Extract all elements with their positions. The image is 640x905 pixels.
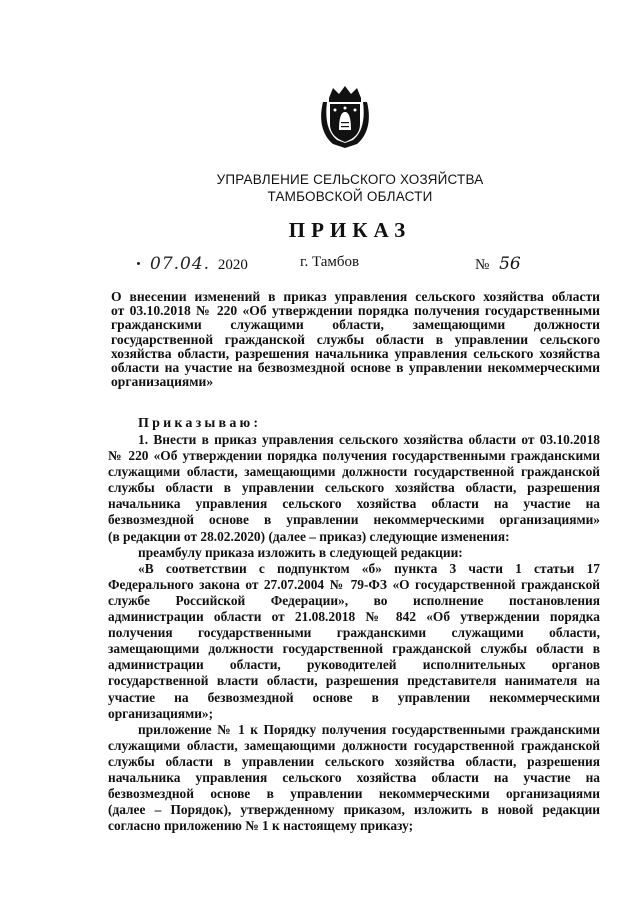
number-label: № <box>475 257 490 273</box>
body-line: администрации области, руководителей исполнительных органов <box>108 657 600 673</box>
city: г. Тамбов <box>300 254 360 270</box>
body-line: участие на безвозмездной основе в управлении некоммерческими <box>108 689 600 705</box>
subject-line: организациями» <box>111 374 214 390</box>
handwritten-date: 07.04. <box>150 254 211 274</box>
body-line: службе Российской Федерации», во исполнение постановления <box>108 592 600 608</box>
date-line <box>150 254 248 274</box>
agency-name-line1: УПРАВЛЕНИЕ СЕЛЬСКОГО ХОЗЯЙСТВА <box>216 172 484 187</box>
body-line: государственной власти области, разрешения представителя нанимателя на <box>108 673 600 689</box>
body-line: (далее – Порядок), утвержденному приказом, изложить в новой редакции <box>108 802 600 818</box>
order-number <box>475 254 521 274</box>
body-line: № 220 «Об утверждении порядка получения государственными гражданскими <box>108 448 600 464</box>
subject-line: гражданскими служащими области, замещающими должности <box>111 317 600 333</box>
body-line: замещающими должности государственной гражданской службы области в <box>108 641 600 657</box>
tambov-coat-of-arms-icon <box>319 84 371 150</box>
agency-name-line2: ТАМБОВСКОЙ ОБЛАСТИ <box>267 189 433 204</box>
order-subject <box>111 290 600 389</box>
subject-line: хозяйства области, разрешения начальника управления сельского хозяйства <box>111 345 600 361</box>
body-line: 1. Внести в приказ управления сельского хозяйства области от 03.10.2018 <box>138 432 600 447</box>
handwritten-number: 56 <box>499 254 521 274</box>
body-line: согласно приложению № 1 к настоящему приказу; <box>108 818 414 834</box>
body-line: организациями»; <box>108 705 214 721</box>
subject-line: от 03.10.2018 № 220 «Об утверждении порядка получения государственными <box>111 303 600 319</box>
body-line: службы области в управлении сельского хозяйства области, разрешения <box>108 753 600 769</box>
body-line: безвозмездной основе в управлении некоммерческими организациями <box>108 786 600 802</box>
body-line: начальника управления сельского хозяйства области на участие на <box>108 769 600 785</box>
order-body <box>108 432 600 834</box>
document-type-title: ПРИКАЗ <box>288 218 412 242</box>
date-dot <box>137 262 140 265</box>
body-line: получения государственными гражданскими служащими области, <box>108 625 600 641</box>
command-word: Приказываю: <box>138 416 262 431</box>
body-line: приложение № 1 к Порядку получения государственными гражданскими <box>138 721 600 737</box>
subject-line: О внесении изменений в приказ управления сельского хозяйства области <box>111 289 600 304</box>
body-line: Федерального закона от 27.07.2004 № 79-ФЗ «О государственной гражданской <box>108 576 600 592</box>
body-line: начальника управления сельского хозяйства области на участие на <box>108 496 600 512</box>
body-line: преамбулу приказа изложить в следующей редакции: <box>138 544 463 560</box>
date-year: 2020 <box>217 257 248 273</box>
subject-line: области на участие на безвозмездной основе в управлении некоммерческими <box>111 360 600 376</box>
body-line: служащими области, замещающими должности государственной гражданской <box>108 464 600 480</box>
body-line: служащими области, замещающими должности государственной гражданской <box>108 737 600 753</box>
body-line: службы области в управлении сельского хозяйства области, разрешения <box>108 480 600 496</box>
body-line: «В соответствии с подпунктом «б» пункта 3 части 1 статьи 17 <box>138 560 600 576</box>
subject-line: государственной гражданской службы области в управлении сельского <box>111 331 600 347</box>
body-line: (в редакции от 28.02.2020) (далее – приказ) следующие изменения: <box>108 528 510 544</box>
body-line: безвозмездной основе в управлении некоммерческими организациями» <box>108 512 600 528</box>
body-line: администрации области от 21.08.2018 № 842 «Об утверждении порядка <box>108 609 600 625</box>
